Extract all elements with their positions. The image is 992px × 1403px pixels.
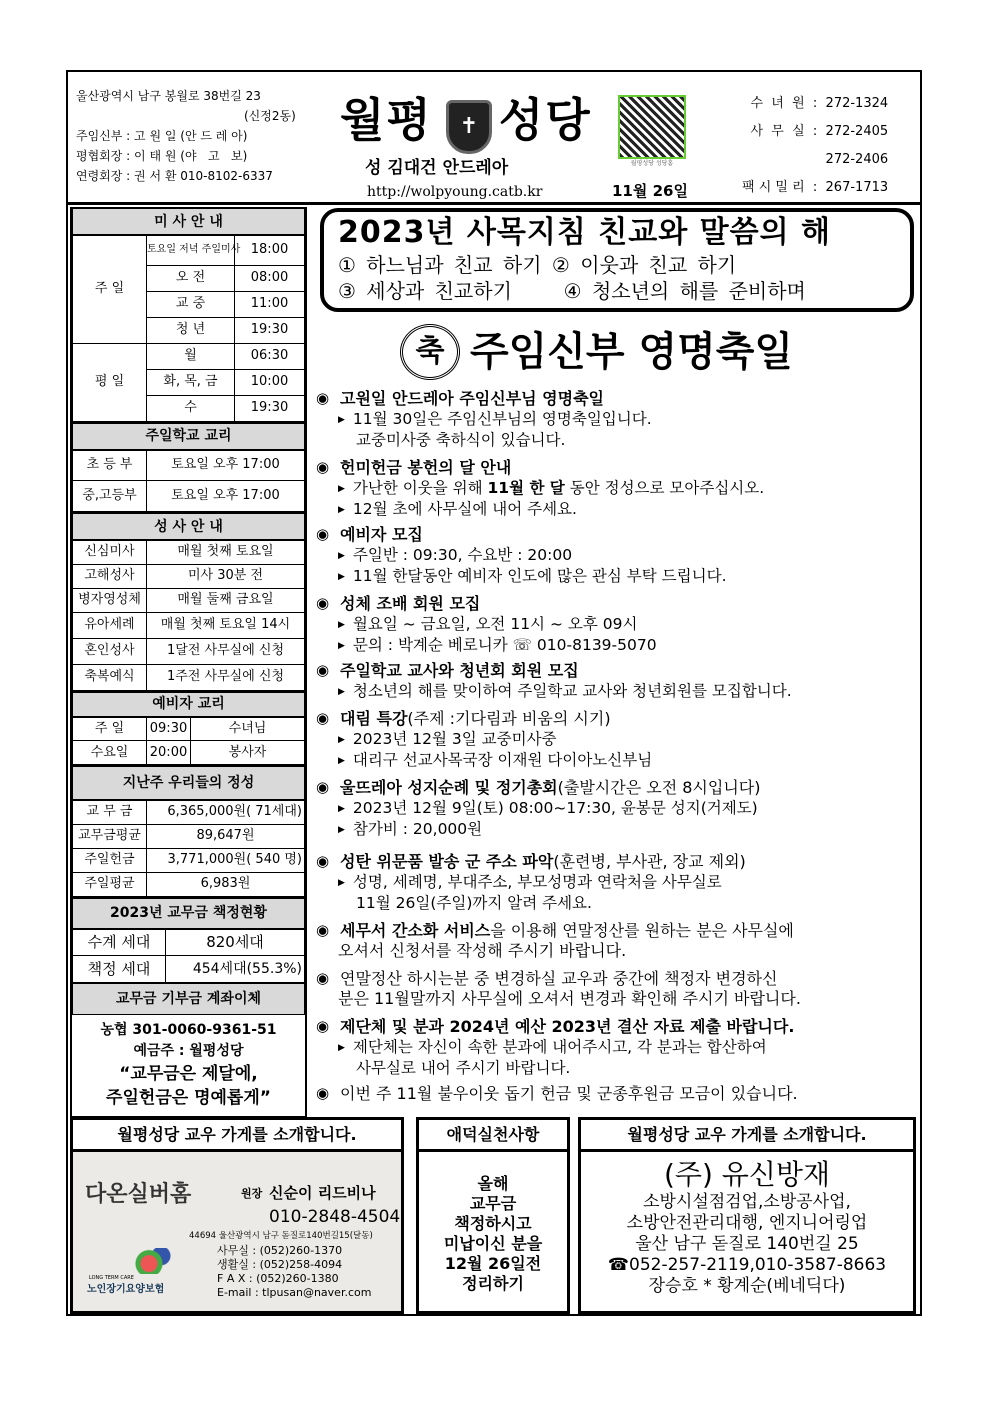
school-group: 초 등 부 [73,450,147,481]
dues-value: 454세대(55.3%) [166,956,305,983]
mass-name: 월 [147,343,235,369]
notice-item [316,457,916,519]
offering-label: 교무금평균 [73,824,147,848]
notice-heading-suffix: (훈련병, 부사관, 장교 제외) [553,852,746,871]
bank-account: 농협 301-0060-9361-51 [100,1021,277,1038]
website-link[interactable]: http://wolpyoung.catb.kr [367,184,543,200]
notice-heading: 세무서 간소화 서비스 [340,921,491,940]
bullet-circle-icon: ◉ [316,969,330,987]
school-title: 주일학교 교리 [73,423,305,450]
offering-value: 89,647원 [147,824,305,848]
notice-title [316,920,916,941]
charity-line: 교무금 [469,1194,517,1213]
notice-bullet: ▶ 11월 한달동안 예비자 인도에 많은 관심 부탁 드립니다. [338,566,727,585]
store-name: (주) 유신방재 [664,1158,830,1191]
school-time: 토요일 오후 17:00 [147,481,305,512]
charity-text [419,1152,567,1294]
pastoral-theme-banner [320,208,914,312]
offering-value: 6,365,000원( 71세대) [147,800,305,824]
motto-line: “교무금은 제달에, [119,1063,258,1084]
pastor: 주임신부 : 고 원 일 (안 드 레 아) [76,129,248,143]
notice-continuation: 분은 11월말까지 사무실에 오셔서 변경과 확인해 주시기 바랍니다. [338,989,801,1008]
church-emblem-icon: ✝ [446,100,492,154]
arrow-icon: ▶ [338,735,345,745]
sacraments-title: 성 사 안 내 [73,513,305,540]
qr-caption: 월평성당 성당홈 [630,160,674,167]
notice-bullet: ▶ 12월 초에 사무실에 내어 주세요. [338,499,577,518]
account-holder: 예금주 : 월평성당 [133,1042,244,1059]
logo-text-a: 월평 [340,93,433,147]
class-teacher: 봉사자 [191,741,305,765]
class-day: 수요일 [73,741,147,765]
contact-numbers [742,90,888,202]
account-title: 교무금 기부금 계좌이체 [73,983,305,1014]
mass-name: 토요일 저녁 주일미사 [147,235,235,265]
store-address: 44694 울산광역시 남구 돋질로140번길15(달동) [189,1231,373,1241]
sacrament-name: 유아세례 [73,612,147,638]
notice-item [316,1016,916,1078]
store-email: E-mail : tlpusan@naver.com [217,1286,372,1299]
offering-title: 지난주 우리들의 정성 [73,766,305,800]
bullet-circle-icon: ◉ [316,661,330,679]
notice-bullet: ▶ 월요일 ~ 금요일, 오전 11시 ~ 오후 09시 [338,615,638,633]
store-phone: 사무실 : (052)260-1370 [217,1244,343,1257]
motto-line: 주일헌금은 명예롭게” [106,1087,271,1108]
notice-heading-suffix: (출발시간은 오전 8시입니다) [557,778,761,797]
charity-line: 미납이신 분을 [443,1234,543,1253]
arrow-icon: ▶ [338,484,345,494]
feast-title: 주임신부 영명축일 [470,329,794,375]
mass-title: 미 사 안 내 [73,209,305,235]
notice-item [316,388,916,450]
mass-time: 18:00 [235,235,305,265]
notice-heading: 헌미헌금 봉헌의 달 안내 [340,458,512,477]
church-info [76,86,296,186]
sacrament-info: 매월 둘째 금요일 [147,588,305,612]
store-line: 장승호 * 황계순(베네딕다) [648,1276,846,1296]
sacrament-name: 신심미사 [73,540,147,564]
bullet-circle-icon: ◉ [316,921,330,939]
sacrament-name: 축복예식 [73,664,147,690]
bulletin-date: 11월 26일 [612,182,688,200]
store-role: 원장 [241,1187,263,1200]
weekday-label: 평 일 [73,343,147,421]
notice-heading: 예비자 모집 [340,525,423,544]
notice-item [316,968,916,1010]
notice-heading-suffix: 을 이용해 연말정산를 원하는 분은 사무실에 [490,921,794,940]
contact-office-2: 272-2406 [825,152,889,167]
notice-bullet: ▶ 11월 30일은 주임신부님의 영명축일입니다. [338,410,652,428]
mass-time: 08:00 [235,265,305,291]
address-dong: (신정2동) [244,109,296,123]
offering-label: 주일평균 [73,872,147,896]
bullet-circle-icon: ◉ [316,778,330,796]
arrow-icon: ▶ [338,551,345,561]
bullet-circle-icon: ◉ [316,1084,330,1102]
badge-small: LONG TERM CARE [89,1275,134,1281]
arrow-icon: ▶ [338,824,345,835]
notice-title [316,524,916,545]
notice-heading: 성탄 위문품 발송 군 주소 파악 [340,852,554,871]
notice-heading: 고원일 안드레아 주임신부님 영명축일 [340,389,605,408]
class-day: 주 일 [73,717,147,741]
notice-item [316,1083,916,1104]
bullet-circle-icon: ◉ [316,1017,330,1035]
mass-time: 19:30 [235,395,305,421]
notice-title [316,777,916,798]
offering-label: 주일헌금 [73,848,147,872]
class-time: 09:30 [147,717,191,741]
catechumen-title: 예비자 교리 [73,692,305,717]
notice-heading-suffix: 이번 주 11월 불우이웃 돕기 헌금 및 군종후원금 모금이 있습니다. [340,1084,798,1103]
notice-bullet: ▶ 가난한 이웃을 위해 11월 한 달 동안 정성으로 모아주십시오. [338,479,765,497]
mass-time: 19:30 [235,317,305,343]
mass-name: 화, 목, 금 [147,369,235,395]
dues-label: 수계 세대 [73,929,166,956]
store-line: ☎052-257-2119,010-3587-8663 [607,1255,887,1275]
notice-bullet: ▶ 2023년 12월 9일(토) 08:00~17:30, 윤봉문 성지(거제도) [338,799,758,817]
notice-title [316,593,916,614]
sacraments-table [72,512,305,691]
store-fax: F A X : (052)260-1380 [217,1272,339,1285]
banner-line: ① 하느님과 친교 하기 ② 이웃과 친교 하기 [338,253,737,277]
care-logo-icon [133,1248,173,1274]
mass-name: 수 [147,395,235,421]
charity-line: 정리하기 [462,1274,524,1293]
notice-bullet: ▶ 2023년 12월 3일 교중미사중 [338,730,557,748]
dues-title: 2023년 교무금 책정현황 [73,898,305,929]
notice-item [316,524,916,586]
mass-time: 10:00 [235,369,305,395]
offering-value: 6,983원 [147,872,305,896]
notice-heading-suffix: 연말정산 하시는분 중 변경하실 교우과 중간에 책정자 변경하신 [340,969,778,988]
sacrament-info: 1달전 사무실에 신청 [147,638,305,664]
notice-bullet: ▶ 참가비 : 20,000원 [338,819,483,838]
bullet-circle-icon: ◉ [316,458,330,476]
sacrament-info: 매월 첫째 토요일 [147,540,305,564]
sacrament-info: 미사 30분 전 [147,564,305,588]
address: 울산광역시 남구 봉월로 38번길 23 [76,89,261,103]
banner-line: ③ 세상과 친교하기 ④ 청소년의 해를 준비하며 [338,279,806,303]
bullet-circle-icon: ◉ [316,709,330,727]
mass-time: 06:30 [235,343,305,369]
notice-item [316,920,916,962]
store-owner: 신순이 리드비나 [269,1184,376,1202]
notice-heading: 성체 조배 회원 모집 [340,594,481,613]
notice-heading: 주일학교 교사와 청년회 회원 모집 [340,661,579,680]
notice-title [316,660,916,681]
store-ad-2 [578,1117,916,1314]
contact-fax: 팩 시 밀 리 : 267-1713 [742,180,889,195]
notice-title [316,851,916,872]
sacrament-name: 고해성사 [73,564,147,588]
charity-header: 애덕실천사항 [419,1120,567,1152]
sidebar [70,207,307,1118]
sacrament-info: 매월 첫째 토요일 14시 [147,612,305,638]
notice-title [316,1083,916,1104]
charity-line: 올해 [477,1174,509,1193]
arrow-icon: ▶ [338,504,345,515]
business-card [73,1152,401,1311]
arrow-icon: ▶ [338,640,345,651]
store-details [581,1152,913,1297]
class-time: 20:00 [147,741,191,765]
funeral-president: 연령회장 : 권 서 환 010-8102-6337 [76,169,273,183]
bullet-circle-icon: ◉ [316,525,330,543]
notice-bullet: ▶ 대리구 선교사목국장 이재원 다이아노신부님 [338,750,653,769]
notice-title [316,457,916,478]
celebration-seal-icon [400,324,460,380]
store-ad-1 [70,1117,404,1314]
charity-line: 책정하시고 [454,1214,532,1233]
arrow-icon: ▶ [338,1043,345,1053]
mass-name: 교 중 [147,291,235,317]
arrow-icon: ▶ [338,804,345,814]
sunday-label: 주 일 [73,235,147,343]
school-group: 중,고등부 [73,481,147,512]
notice-continuation: 사무실로 내어 주시기 바랍니다. [356,1058,571,1077]
notice-heading-suffix: (주제 :기다림과 비움의 시기) [407,709,611,728]
contact-office: 사 무 실 : 272-2405 [750,124,889,139]
patron-saint: 성 김대건 안드레아 [365,158,509,178]
arrow-icon: ▶ [338,878,345,888]
notice-title [316,968,916,989]
charity-line: 12월 26일전 [444,1254,542,1273]
mass-schedule-table [72,209,305,422]
store-mobile: 010-2848-4504 [269,1207,401,1227]
council-president: 평협회장 : 이 태 원 (야 고 보) [76,149,248,163]
notice-item [316,708,916,770]
charity-box [416,1117,570,1314]
sacrament-info: 1주전 사무실에 신청 [147,664,305,690]
notice-heading: 제단체 및 분과 2024년 예산 2023년 결산 자료 제출 바랍니다. [340,1017,795,1036]
offering-label: 교 무 금 [73,800,147,824]
store-phone: 생활실 : (052)258-4094 [217,1258,343,1271]
notice-title [316,708,916,729]
arrow-icon: ▶ [338,620,345,630]
contact-convent: 수 녀 원 : 272-1324 [750,96,889,111]
notice-continuation: 11월 26일(주일)까지 알려 주세요. [356,893,592,912]
logo-text-b: 성당 [498,93,592,147]
notice-heading: 울뜨레아 성지순례 및 정기총회 [340,778,558,797]
notices-list [316,388,916,1108]
arrow-icon: ▶ [338,415,345,425]
notice-item [316,593,916,655]
notice-heading: 대림 특강 [340,709,408,728]
offering-value: 3,771,000원( 540 명) [147,848,305,872]
dues-label: 책정 세대 [73,956,166,983]
store-line: 울산 남구 돋질로 140번길 25 [635,1234,859,1254]
arrow-icon: ▶ [338,687,345,697]
seal-text: 축 [415,334,445,369]
notice-continuation: 교중미사중 축하식이 있습니다. [356,430,566,449]
bullet-circle-icon: ◉ [316,852,330,870]
notice-bullet: ▶ 성명, 세례명, 부대주소, 부모성명과 연락처을 사무실로 [338,873,722,891]
dues-value: 820세대 [166,929,305,956]
mass-name: 청 년 [147,317,235,343]
notice-item [316,777,916,839]
school-time: 토요일 오후 17:00 [147,450,305,481]
bullet-circle-icon: ◉ [316,389,330,407]
notice-bullet: ▶ 주일반 : 09:30, 수요반 : 20:00 [338,546,573,564]
mass-time: 11:00 [235,291,305,317]
notice-bullet: ▶ 제단체는 자신이 속한 분과에 내어주시고, 각 분과는 합산하여 [338,1038,767,1056]
offering-table [72,765,305,897]
notice-item [316,660,916,702]
account-info [72,1014,305,1116]
dues-table [72,897,305,1014]
store-header: 월평성당 교우 가게를 소개합니다. [73,1120,401,1152]
notice-title [316,1016,916,1037]
care-badge: 노인장기요양보험 [87,1284,165,1295]
notice-title [316,388,916,409]
store-line: 소방안전관리대행, 엔지니어링업 [626,1213,868,1233]
store-header: 월평성당 교우 가게를 소개합니다. [581,1120,913,1152]
arrow-icon: ▶ [338,571,345,582]
arrow-icon: ▶ [338,755,345,766]
sacrament-name: 혼인성사 [73,638,147,664]
feast-heading [400,322,793,382]
mass-name: 오 전 [147,265,235,291]
qr-code-icon[interactable] [618,95,686,159]
class-teacher: 수녀님 [191,717,305,741]
notice-continuation: 오셔서 신청서를 작성해 주시기 바랍니다. [338,941,627,960]
sacrament-name: 병자영성체 [73,588,147,612]
notice-item [316,851,916,913]
bullet-circle-icon: ◉ [316,594,330,612]
store-name: 다온실버홈 [85,1182,192,1207]
catechumen-table [72,691,305,766]
sunday-school-table [72,422,305,513]
header-divider [66,202,922,205]
banner-title: 2023년 사목지침 친교와 말씀의 해 [338,215,832,250]
notice-bullet: ▶ 청소년의 해를 맞이하여 주일학교 교사와 청년회원를 모집합니다. [338,682,792,700]
notice-bullet: ▶ 문의 : 박계순 베로니카 ☏ 010-8139-5070 [338,635,657,654]
store-line: 소방시설점검업,소방공사업, [643,1192,851,1212]
